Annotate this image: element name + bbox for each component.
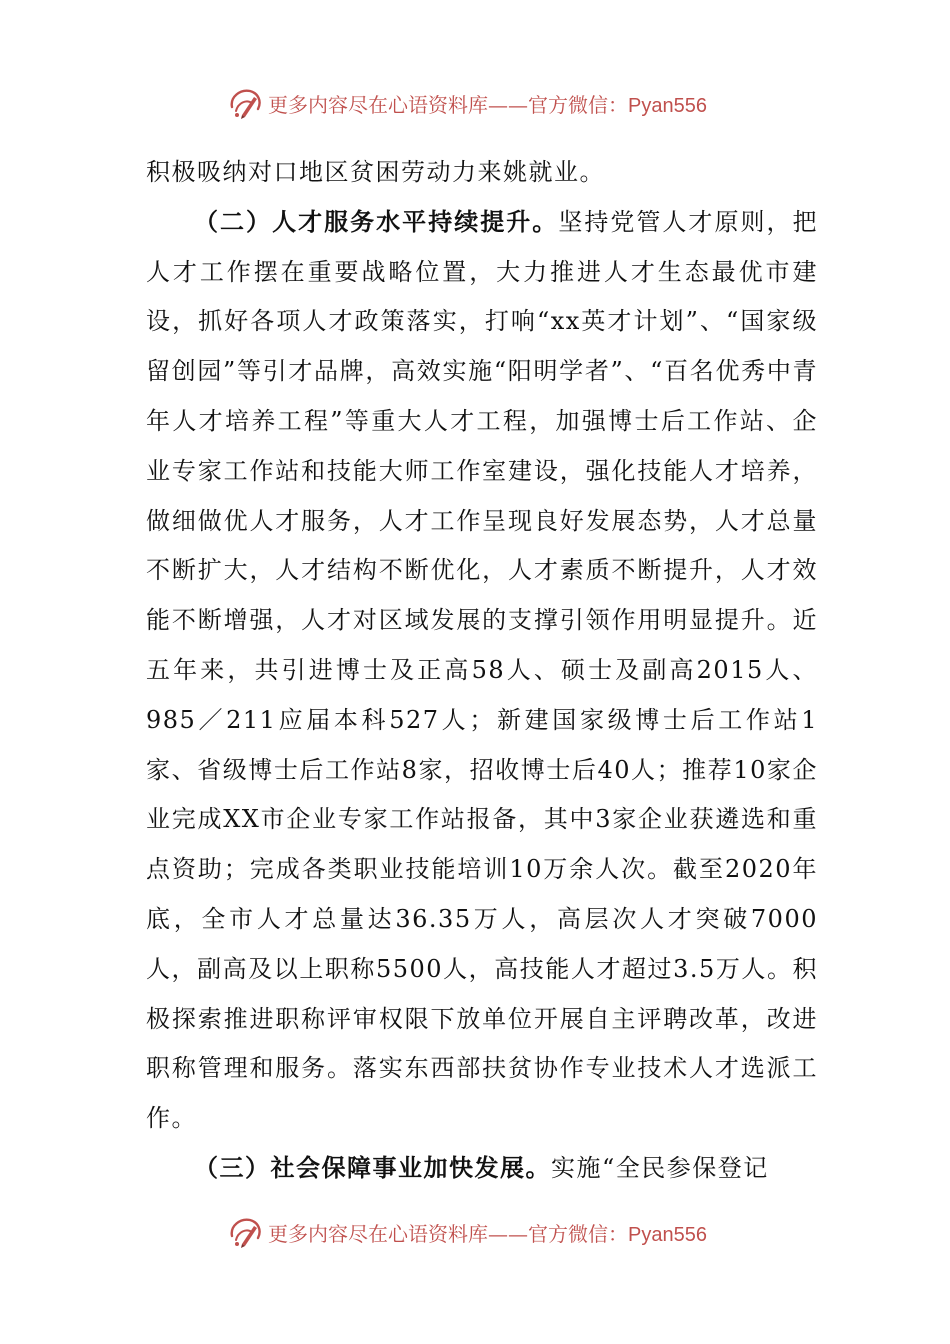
banner-wechat-label: 官方微信： (528, 93, 628, 117)
banner-main-text: 更多内容尽在心语资料库 (268, 93, 488, 117)
banner-dash: —— (488, 93, 528, 117)
banner-wechat-id: Pyan556 (628, 1224, 707, 1246)
paragraph-continuation (146, 148, 818, 198)
pen-swirl-logo-icon (228, 1214, 264, 1250)
banner-text (268, 1218, 707, 1247)
section-heading-2: （二）人才服务水平持续提升。 (194, 207, 559, 236)
header-banner (0, 83, 950, 123)
banner-wechat-label: 官方微信： (528, 1222, 628, 1246)
paragraph-text: 坚持党管人才原则，把人才工作摆在重要战略位置，大力推进人才生态最优市建设，抓好各项人才政策落实，打响“xx英才计划”、“国家级留创园”等引才品牌，高效实施“阳明学者”、“百名优秀中青年人才培养工程”等重大人才工程，加强博士后工作站、企业专家工作站和技能大师工作室建设，强化技能人才培养，做细做优人才服务，人才工作呈现良好发展态势，人才总量不断扩大，人才结构不断优化，人才素质不断提升，人才效能不断增强，人才对区域发展的支撑引领作用明显提升。近五年来，共引进博士及正高58人、硕士及副高2015人、985／211应届本科527人；新建国家级博士后工作站1家、省级博士后工作站8家，招收博士后40人；推荐10家企业完成XX市企业专家工作站报备，其中3家企业获遴选和重点资助；完成各类职业技能培训10万余人次。截至2020年底，全市人才总量达36.35万人，高层次人才突破7000人，副高及以上职称5500人，高技能人才超过3.5万人。积极探索推进职称评审权限下放单位开展自主评聘改革，改进职称管理和服务。落实东西部扶贫协作专业技术人才选派工作。 (146, 207, 819, 1133)
banner-wechat-id: Pyan556 (628, 95, 707, 117)
document-body (146, 148, 818, 1194)
banner-dash: —— (488, 1222, 528, 1246)
paragraph-text: 积极吸纳对口地区贫困劳动力来姚就业。 (146, 158, 605, 186)
paragraph-text: 实施“全民参保登记 (551, 1153, 769, 1182)
footer-banner (0, 1212, 950, 1252)
banner-main-text: 更多内容尽在心语资料库 (268, 1222, 488, 1246)
section-heading-3: （三）社会保障事业加快发展。 (194, 1153, 551, 1182)
banner-text (268, 89, 707, 118)
paragraph-social-security (146, 1144, 818, 1194)
pen-swirl-logo-icon (228, 85, 264, 121)
paragraph-talent-services (146, 198, 818, 1144)
